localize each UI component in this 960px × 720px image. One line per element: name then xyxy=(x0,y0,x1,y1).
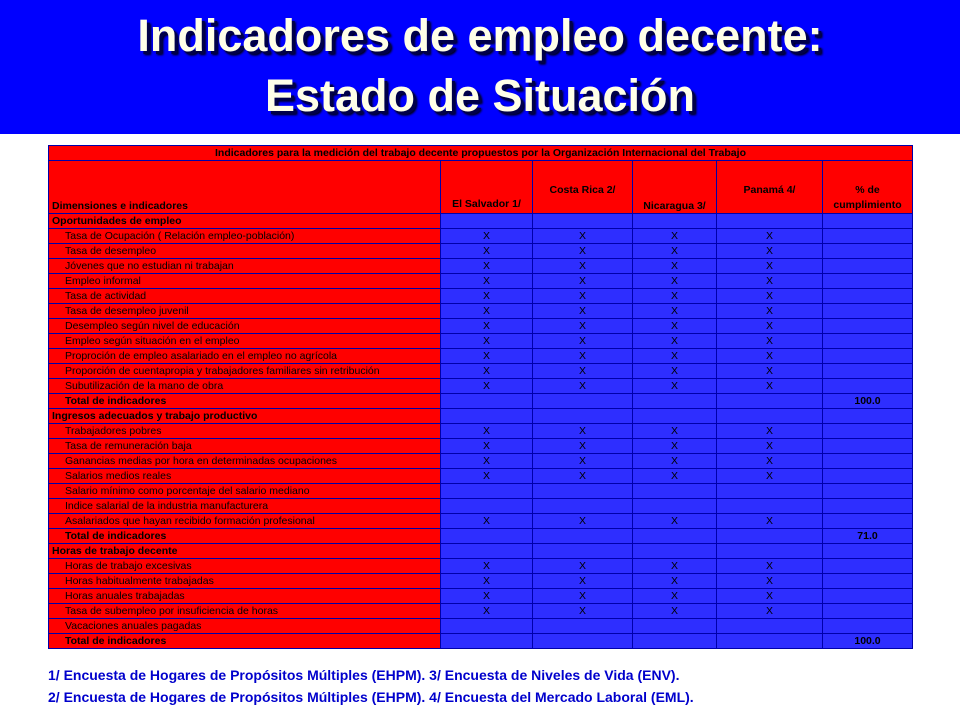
table-row xyxy=(49,364,913,379)
availability-mark: X xyxy=(717,289,823,304)
empty-cell xyxy=(633,409,717,424)
availability-mark: X xyxy=(633,289,717,304)
availability-mark: X xyxy=(717,379,823,394)
empty-cell xyxy=(823,439,913,454)
availability-mark: X xyxy=(633,589,717,604)
indicator-label: Vacaciones anuales pagadas xyxy=(49,619,441,634)
availability-mark: X xyxy=(633,604,717,619)
availability-mark xyxy=(633,499,717,514)
availability-mark: X xyxy=(441,259,533,274)
availability-mark: X xyxy=(717,559,823,574)
section-title-row xyxy=(49,544,913,559)
availability-mark: X xyxy=(533,304,633,319)
table-row xyxy=(49,319,913,334)
empty-cell xyxy=(823,454,913,469)
availability-mark: X xyxy=(717,439,823,454)
empty-cell xyxy=(823,334,913,349)
availability-mark: X xyxy=(441,319,533,334)
table-caption: Indicadores para la medición del trabajo decente propuestos por la Organización Internacional del Trabajo xyxy=(49,146,913,161)
empty-cell xyxy=(823,349,913,364)
availability-mark: X xyxy=(441,559,533,574)
empty-cell xyxy=(533,544,633,559)
empty-cell xyxy=(441,544,533,559)
availability-mark: X xyxy=(441,379,533,394)
empty-cell xyxy=(823,499,913,514)
table-row xyxy=(49,229,913,244)
availability-mark: X xyxy=(533,364,633,379)
empty-cell xyxy=(823,319,913,334)
table-row xyxy=(49,304,913,319)
empty-cell xyxy=(823,244,913,259)
availability-mark: X xyxy=(441,514,533,529)
indicator-label: Tasa de subempleo por insuficiencia de horas xyxy=(49,604,441,619)
availability-mark: X xyxy=(441,304,533,319)
empty-cell xyxy=(823,514,913,529)
total-percent: 71.0 xyxy=(823,529,913,544)
table-row xyxy=(49,574,913,589)
empty-cell xyxy=(823,469,913,484)
availability-mark: X xyxy=(441,229,533,244)
table-row xyxy=(49,484,913,499)
availability-mark: X xyxy=(633,559,717,574)
indicator-label: Horas de trabajo excesivas xyxy=(49,559,441,574)
indicator-label: Asalariados que hayan recibido formación profesional xyxy=(49,514,441,529)
availability-mark: X xyxy=(441,589,533,604)
availability-mark xyxy=(633,619,717,634)
availability-mark: X xyxy=(717,604,823,619)
empty-cell xyxy=(823,604,913,619)
table-row xyxy=(49,349,913,364)
indicator-label: Tasa de actividad xyxy=(49,289,441,304)
total-row xyxy=(49,634,913,649)
availability-mark: X xyxy=(441,454,533,469)
availability-mark: X xyxy=(533,244,633,259)
empty-cell xyxy=(441,634,533,649)
empty-cell xyxy=(823,379,913,394)
empty-cell xyxy=(823,559,913,574)
total-label: Total de indicadores xyxy=(49,634,441,649)
indicator-label: Proproción de empleo asalariado en el empleo no agrícola xyxy=(49,349,441,364)
availability-mark: X xyxy=(633,229,717,244)
table-row xyxy=(49,589,913,604)
table-row xyxy=(49,499,913,514)
availability-mark: X xyxy=(441,364,533,379)
availability-mark: X xyxy=(533,319,633,334)
availability-mark: X xyxy=(633,349,717,364)
table-row xyxy=(49,559,913,574)
availability-mark: X xyxy=(717,304,823,319)
availability-mark xyxy=(633,484,717,499)
availability-mark: X xyxy=(441,469,533,484)
empty-cell xyxy=(533,634,633,649)
empty-cell xyxy=(633,529,717,544)
availability-mark: X xyxy=(633,364,717,379)
empty-cell xyxy=(823,544,913,559)
slide-title-line-1: Indicadores de empleo decente: xyxy=(137,10,823,61)
availability-mark: X xyxy=(717,229,823,244)
indicator-label: Empleo según situación en el empleo xyxy=(49,334,441,349)
indicator-label: Salarios medios reales xyxy=(49,469,441,484)
availability-mark: X xyxy=(533,439,633,454)
section-title-row xyxy=(49,409,913,424)
section-title: Oportunidades de empleo xyxy=(49,214,441,229)
indicator-label: Tasa de desempleo juvenil xyxy=(49,304,441,319)
availability-mark xyxy=(441,619,533,634)
column-header-row xyxy=(49,161,913,214)
table-row xyxy=(49,259,913,274)
header-costa-rica: Costa Rica 2/ xyxy=(533,161,633,214)
availability-mark: X xyxy=(633,274,717,289)
table-row xyxy=(49,469,913,484)
availability-mark: X xyxy=(441,349,533,364)
empty-cell xyxy=(441,214,533,229)
availability-mark: X xyxy=(633,259,717,274)
availability-mark: X xyxy=(441,439,533,454)
availability-mark: X xyxy=(533,514,633,529)
table-row xyxy=(49,424,913,439)
total-row xyxy=(49,394,913,409)
availability-mark: X xyxy=(533,424,633,439)
availability-mark: X xyxy=(717,334,823,349)
table-body xyxy=(49,146,913,649)
empty-cell xyxy=(633,394,717,409)
availability-mark: X xyxy=(533,589,633,604)
table-row xyxy=(49,379,913,394)
empty-cell xyxy=(533,394,633,409)
availability-mark: X xyxy=(533,604,633,619)
availability-mark: X xyxy=(633,439,717,454)
empty-cell xyxy=(823,424,913,439)
availability-mark: X xyxy=(633,574,717,589)
availability-mark xyxy=(533,484,633,499)
empty-cell xyxy=(533,409,633,424)
indicator-label: Jóvenes que no estudian ni trabajan xyxy=(49,259,441,274)
availability-mark: X xyxy=(717,274,823,289)
availability-mark: X xyxy=(633,454,717,469)
availability-mark: X xyxy=(717,364,823,379)
availability-mark: X xyxy=(441,334,533,349)
indicator-label: Tasa de desempleo xyxy=(49,244,441,259)
indicator-label: Horas anuales trabajadas xyxy=(49,589,441,604)
indicator-label: Trabajadores pobres xyxy=(49,424,441,439)
empty-cell xyxy=(441,394,533,409)
empty-cell xyxy=(717,529,823,544)
availability-mark: X xyxy=(717,574,823,589)
indicator-label: Subutilización de la mano de obra xyxy=(49,379,441,394)
total-percent: 100.0 xyxy=(823,394,913,409)
availability-mark: X xyxy=(533,574,633,589)
empty-cell xyxy=(823,589,913,604)
availability-mark: X xyxy=(441,604,533,619)
availability-mark: X xyxy=(533,379,633,394)
availability-mark: X xyxy=(633,379,717,394)
header-dimensions: Dimensiones e indicadores xyxy=(49,161,441,214)
availability-mark: X xyxy=(441,574,533,589)
total-label: Total de indicadores xyxy=(49,394,441,409)
availability-mark: X xyxy=(533,349,633,364)
indicator-label: Salario mínimo como porcentaje del salario mediano xyxy=(49,484,441,499)
availability-mark: X xyxy=(533,229,633,244)
empty-cell xyxy=(823,259,913,274)
availability-mark: X xyxy=(441,289,533,304)
empty-cell xyxy=(633,544,717,559)
slide-title-line-2: Estado de Situación xyxy=(264,70,696,121)
footnote-line-2: 2/ Encuesta de Hogares de Propósitos Múltiples (EHPM). 4/ Encuesta del Mercado Laboral (EML). xyxy=(48,689,694,705)
table-row xyxy=(49,454,913,469)
availability-mark xyxy=(717,499,823,514)
indicator-label: Tasa de Ocupación ( Relación empleo-población) xyxy=(49,229,441,244)
empty-cell xyxy=(823,274,913,289)
section-title-row xyxy=(49,214,913,229)
total-label: Total de indicadores xyxy=(49,529,441,544)
table-row xyxy=(49,619,913,634)
indicator-label: Horas habitualmente trabajadas xyxy=(49,574,441,589)
availability-mark: X xyxy=(633,304,717,319)
header-percent-compliance: % de cumplimiento xyxy=(823,161,913,214)
header-panama: Panamá 4/ xyxy=(717,161,823,214)
availability-mark xyxy=(441,499,533,514)
availability-mark: X xyxy=(633,244,717,259)
indicator-label: Desempleo según nivel de educación xyxy=(49,319,441,334)
availability-mark: X xyxy=(633,424,717,439)
empty-cell xyxy=(823,574,913,589)
availability-mark: X xyxy=(717,244,823,259)
availability-mark: X xyxy=(717,514,823,529)
availability-mark: X xyxy=(533,259,633,274)
availability-mark xyxy=(717,484,823,499)
availability-mark: X xyxy=(633,334,717,349)
availability-mark: X xyxy=(717,469,823,484)
title-banner xyxy=(0,0,960,134)
availability-mark: X xyxy=(441,274,533,289)
availability-mark: X xyxy=(633,469,717,484)
availability-mark: X xyxy=(533,454,633,469)
table-row xyxy=(49,334,913,349)
empty-cell xyxy=(441,409,533,424)
section-title: Horas de trabajo decente xyxy=(49,544,441,559)
availability-mark xyxy=(533,619,633,634)
indicator-label: Empleo informal xyxy=(49,274,441,289)
empty-cell xyxy=(717,409,823,424)
empty-cell xyxy=(533,214,633,229)
availability-mark: X xyxy=(533,559,633,574)
empty-cell xyxy=(633,634,717,649)
availability-mark xyxy=(533,499,633,514)
availability-mark xyxy=(717,619,823,634)
footnote-line-1: 1/ Encuesta de Hogares de Propósitos Múltiples (EHPM). 3/ Encuesta de Niveles de Vida (ENV). xyxy=(48,667,680,683)
availability-mark: X xyxy=(533,469,633,484)
indicator-label: Ganancias medias por hora en determinadas ocupaciones xyxy=(49,454,441,469)
availability-mark: X xyxy=(717,589,823,604)
empty-cell xyxy=(717,214,823,229)
header-el-salvador: El Salvador 1/ xyxy=(441,161,533,214)
availability-mark: X xyxy=(717,454,823,469)
empty-cell xyxy=(823,484,913,499)
empty-cell xyxy=(823,289,913,304)
availability-mark: X xyxy=(533,334,633,349)
availability-mark xyxy=(441,484,533,499)
total-row xyxy=(49,529,913,544)
table-row xyxy=(49,439,913,454)
availability-mark: X xyxy=(717,424,823,439)
table-caption-row xyxy=(49,146,913,161)
availability-mark: X xyxy=(633,319,717,334)
indicator-table xyxy=(48,145,913,649)
table-row xyxy=(49,274,913,289)
total-percent: 100.0 xyxy=(823,634,913,649)
header-nicaragua: Nicaragua 3/ xyxy=(633,161,717,214)
section-title: Ingresos adecuados y trabajo productivo xyxy=(49,409,441,424)
empty-cell xyxy=(823,229,913,244)
table-row xyxy=(49,604,913,619)
table-row xyxy=(49,289,913,304)
table-row xyxy=(49,244,913,259)
empty-cell xyxy=(717,394,823,409)
empty-cell xyxy=(717,634,823,649)
availability-mark: X xyxy=(441,424,533,439)
availability-mark: X xyxy=(441,244,533,259)
empty-cell xyxy=(823,304,913,319)
footnotes xyxy=(48,664,694,708)
availability-mark: X xyxy=(633,514,717,529)
table-row xyxy=(49,514,913,529)
indicator-label: Tasa de remuneración baja xyxy=(49,439,441,454)
empty-cell xyxy=(717,544,823,559)
indicator-label: Proporción de cuentapropia y trabajadores familiares sin retribución xyxy=(49,364,441,379)
empty-cell xyxy=(533,529,633,544)
empty-cell xyxy=(441,529,533,544)
indicator-label: Indice salarial de la industria manufacturera xyxy=(49,499,441,514)
availability-mark: X xyxy=(717,259,823,274)
empty-cell xyxy=(823,214,913,229)
empty-cell xyxy=(823,364,913,379)
availability-mark: X xyxy=(533,289,633,304)
empty-cell xyxy=(823,619,913,634)
availability-mark: X xyxy=(717,319,823,334)
availability-mark: X xyxy=(533,274,633,289)
empty-cell xyxy=(823,409,913,424)
availability-mark: X xyxy=(717,349,823,364)
empty-cell xyxy=(633,214,717,229)
